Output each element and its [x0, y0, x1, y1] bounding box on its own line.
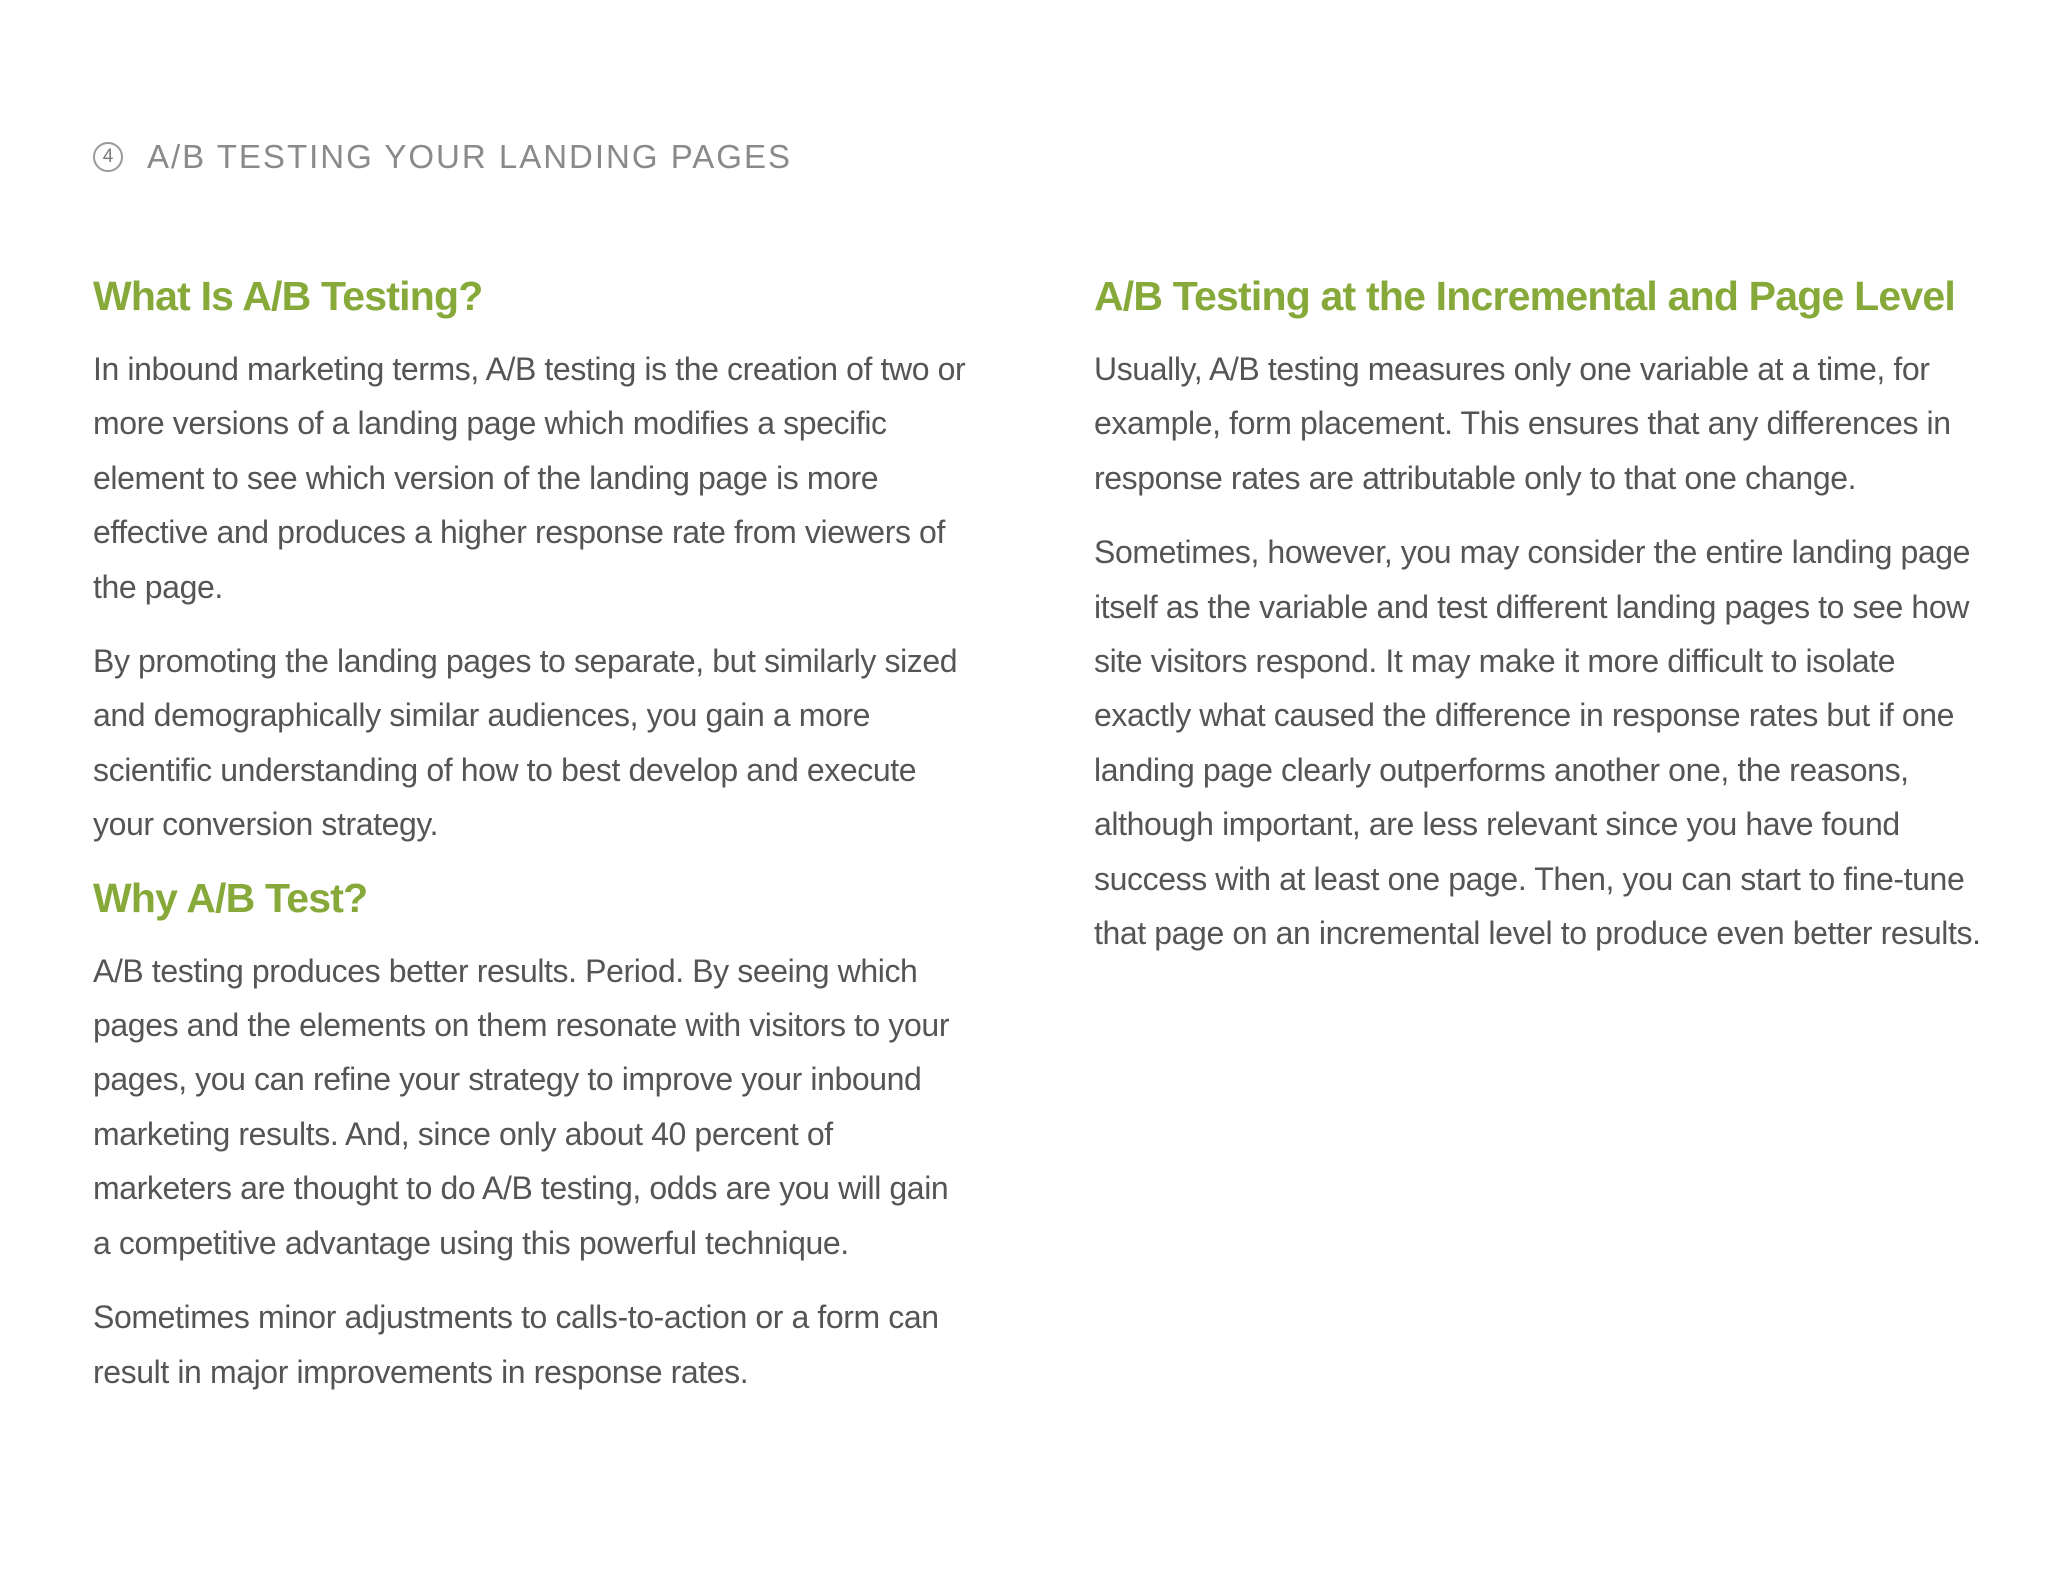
heading-what-is-ab-testing: What Is A/B Testing?: [93, 273, 483, 319]
heading-why-ab-test: Why A/B Test?: [93, 874, 368, 921]
paragraph: Sometimes minor adjustments to calls-to-action or a form can result in major improvements in response rates.: [93, 1299, 939, 1390]
chapter-title: A/B TESTING YOUR LANDING PAGES: [147, 138, 792, 175]
paragraph: Usually, A/B testing measures only one variable at a time, for example, form placement. This ensures that any differences in response rates are attributable only to that one change.: [1094, 351, 1951, 496]
paragraph: In inbound marketing terms, A/B testing is the creation of two or more versions of a landing page which modifies a specific element to see which version of the landing page is more effective and produces a higher response rate from viewers of the page.: [93, 351, 966, 605]
heading-incremental-page-level: A/B Testing at the Incremental and Page Level: [1094, 273, 1955, 319]
page-header: [93, 140, 792, 173]
left-column: [93, 270, 973, 1419]
paragraph: A/B testing produces better results. Period. By seeing which pages and the elements on them resonate with visitors to your pages, you can refine your strategy to improve your inbound marketing results. And, since only about 40 percent of marketers are thought to do A/B testing, odds are you will gain a competitive advantage using this powerful technique.: [93, 952, 950, 1261]
right-column: [1094, 270, 1994, 980]
paragraph: Sometimes, however, you may consider the entire landing page itself as the variable and test different landing pages to see how site visitors respond. It may make it more difficult to isolate exactly what caused the difference in response rates but if one landing page clearly outperforms another one, the reasons, although important, are less relevant since you have found success with at least one page. Then, you can start to fine-tune that page on an incremental level to produce even better results.: [1094, 534, 1981, 952]
chapter-number-badge: 4: [93, 142, 123, 172]
paragraph: By promoting the landing pages to separate, but similarly sized and demographically similar audiences, you gain a more scientific understanding of how to best develop and execute your conversion strategy.: [93, 643, 958, 843]
